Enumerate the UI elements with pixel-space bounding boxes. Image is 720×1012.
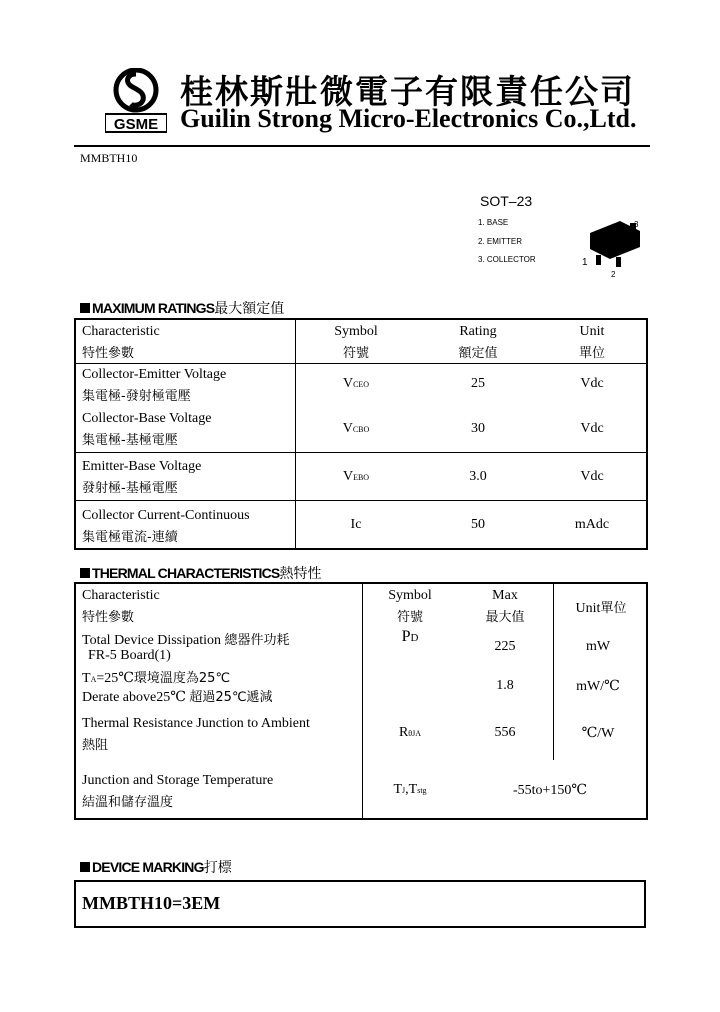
col-divider (553, 584, 554, 760)
thermal-header-symbol-cn: 符號 (396, 610, 423, 625)
pin-number-3: 3 (634, 220, 639, 229)
row-name: Collector-Emitter Voltage (82, 367, 227, 382)
thermal-header-characteristic: Characteristic (82, 588, 160, 603)
header-symbol: Symbol (334, 324, 378, 339)
thermal-title: THERMAL CHARACTERISTICS熱特性 (80, 563, 321, 583)
row-value: 50 (471, 517, 485, 532)
row-name-cn: 集電極-基極電壓 (82, 433, 178, 448)
dissipation-board: FR-5 Board(1) (88, 648, 171, 663)
pin-label-base: 1. BASE (478, 218, 509, 227)
header-rule (74, 145, 650, 147)
row-unit: Vdc (580, 469, 604, 484)
marking-title: DEVICE MARKING打標 (80, 857, 232, 877)
dissipation-name: Total Device Dissipation 總器件功耗 (82, 633, 290, 648)
row-symbol: VCEO (342, 376, 370, 391)
temperature-symbol: TJ,Tstg (393, 782, 427, 797)
thermal-header-max: Max (492, 588, 518, 603)
col-divider (362, 584, 363, 818)
resistance-value: 556 (494, 725, 516, 740)
thermal-header-symbol: Symbol (388, 588, 432, 603)
row-unit: Vdc (580, 421, 604, 436)
col-divider (295, 320, 296, 364)
temperature-name-cn: 結溫和儲存溫度 (82, 795, 174, 810)
resistance-unit: ℃/W (581, 726, 615, 741)
row-name-cn: 集電極電流-連續 (82, 530, 178, 545)
dissipation-ta: TA=25℃環境溫度為25℃ (82, 671, 231, 686)
row-value: 25 (471, 376, 485, 391)
row-symbol: Ic (350, 517, 362, 532)
pin-label-collector: 3. COLLECTOR (478, 255, 536, 264)
bullet-square (80, 862, 90, 872)
row-name-cn: 集電極-發射極電壓 (82, 389, 191, 404)
company-name-cn: 桂林斯壯微電子有限責任公司 (180, 75, 635, 111)
temperature-name: Junction and Storage Temperature (82, 773, 274, 788)
row-name-cn: 發射極-基極電壓 (82, 481, 178, 496)
row-symbol: VEBO (342, 469, 370, 484)
dissipation-derate: Derate above25℃ 超過25℃遞減 (82, 690, 273, 705)
row-unit: Vdc (580, 376, 604, 391)
header-characteristic-cn: 特性參數 (82, 346, 135, 361)
dissipation-value-2: 1.8 (496, 678, 514, 693)
col-divider (295, 364, 296, 548)
dissipation-unit-1: mW (585, 639, 611, 654)
svg-text:GSME: GSME (113, 116, 159, 133)
temperature-value: -55to+150℃ (512, 783, 588, 798)
dissipation-unit-2: mW/℃ (576, 679, 620, 694)
company-logo (105, 68, 167, 134)
bullet-square (80, 568, 90, 578)
row-name: Collector-Base Voltage (82, 411, 212, 426)
row-name: Collector Current-Continuous (82, 508, 250, 523)
row-divider (76, 363, 646, 364)
row-name: Emitter-Base Voltage (82, 459, 202, 474)
company-name-en: Guilin Strong Micro-Electronics Co.,Ltd. (180, 104, 637, 133)
header-rating-cn: 額定值 (458, 346, 498, 361)
dissipation-symbol: PD (401, 628, 419, 645)
resistance-name: Thermal Resistance Junction to Ambient (82, 716, 310, 731)
row-value: 3.0 (469, 469, 487, 484)
row-value: 30 (471, 421, 485, 436)
resistance-name-cn: 熱阻 (82, 738, 109, 753)
row-divider (76, 500, 646, 501)
header-unit: Unit (579, 324, 605, 339)
thermal-header-max-cn: 最大值 (485, 610, 525, 625)
pin-label-emitter: 2. EMITTER (478, 237, 523, 246)
pin-number-2: 2 (611, 270, 616, 279)
resistance-symbol: RθJA (398, 725, 422, 740)
package-name: SOT–23 (480, 193, 533, 209)
row-unit: mAdc (574, 517, 610, 532)
part-number: MMBTH10 (80, 151, 138, 165)
thermal-header-unit: Unit單位 (575, 601, 627, 616)
row-symbol: VCBO (342, 421, 370, 436)
header-symbol-cn: 符號 (342, 346, 369, 361)
marking-value: MMBTH10=3EM (82, 893, 221, 913)
pin-number-1: 1 (582, 257, 588, 268)
thermal-header-characteristic-cn: 特性參數 (82, 610, 135, 625)
header-unit-cn: 單位 (578, 346, 605, 361)
dissipation-value-1: 225 (494, 639, 516, 654)
row-divider (76, 452, 646, 453)
header-characteristic: Characteristic (82, 324, 160, 339)
bullet-square (80, 303, 90, 313)
max-ratings-title: MAXIMUM RATINGS最大額定值 (80, 298, 284, 318)
header-rating: Rating (459, 324, 497, 339)
